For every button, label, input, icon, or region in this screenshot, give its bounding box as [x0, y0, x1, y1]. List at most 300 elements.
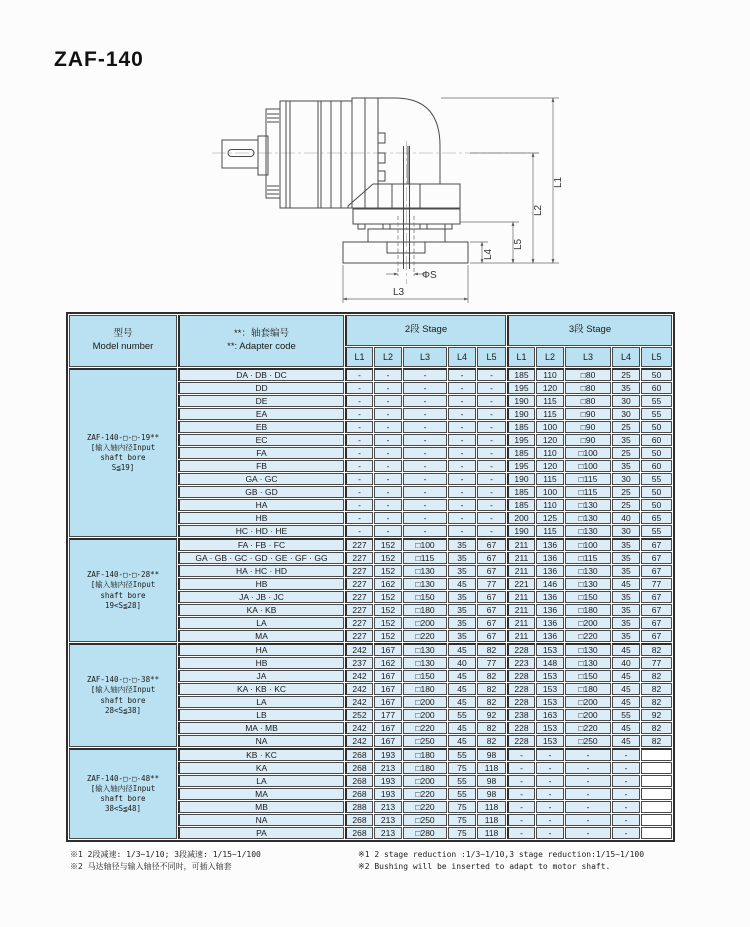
dimension-value-cell: - — [507, 762, 535, 774]
dimension-value-cell: - — [565, 788, 611, 800]
dimension-value-cell: - — [345, 460, 373, 472]
dimension-value-cell: 35 — [448, 565, 476, 577]
stage2-dim-header-l3: L3 — [403, 347, 447, 367]
dimension-value-cell: 45 — [612, 722, 640, 734]
adapter-code-cell: KA · KB — [178, 604, 344, 616]
dimension-value-cell: □100 — [565, 538, 611, 551]
dimension-value-cell: 211 — [507, 630, 535, 642]
adapter-code-cell: JA — [178, 670, 344, 682]
dimension-value-cell: 45 — [448, 643, 476, 656]
dimension-value-cell: 35 — [448, 552, 476, 564]
dimension-value-cell: □80 — [565, 395, 611, 407]
dimension-value-cell: 242 — [345, 735, 373, 747]
dimension-value-cell: □200 — [403, 775, 447, 787]
dimension-value-cell — [641, 762, 672, 774]
dimension-value-cell: - — [477, 525, 506, 537]
dimension-value-cell: 35 — [448, 538, 476, 551]
dimension-value-cell: □200 — [565, 617, 611, 629]
dimension-label-l2: L2 — [533, 204, 544, 216]
dimension-value-cell: 98 — [477, 775, 506, 787]
dimension-value-cell: 77 — [641, 657, 672, 669]
dimension-value-cell: □220 — [403, 788, 447, 800]
dimension-value-cell: 67 — [641, 565, 672, 577]
dimension-value-cell: □200 — [403, 617, 447, 629]
dimension-value-cell: 35 — [612, 604, 640, 616]
dimension-value-cell: □130 — [565, 525, 611, 537]
dimension-value-cell: 55 — [448, 775, 476, 787]
dimension-value-cell: 35 — [448, 630, 476, 642]
stage3-dim-header-l4: L4 — [612, 347, 640, 367]
adapter-code-cell: KB · KC — [178, 748, 344, 761]
dimension-value-cell: 242 — [345, 683, 373, 695]
dimension-value-cell: 118 — [477, 762, 506, 774]
dimension-value-cell: - — [403, 486, 447, 498]
adapter-code-cell: MA — [178, 788, 344, 800]
dimension-value-cell: 67 — [641, 538, 672, 551]
dimension-value-cell: 152 — [374, 617, 402, 629]
dimension-value-cell: 77 — [641, 578, 672, 590]
dimension-value-cell: 213 — [374, 762, 402, 774]
dimension-value-cell: - — [345, 525, 373, 537]
model-header-en: Model number — [92, 341, 154, 352]
dimension-value-cell: 25 — [612, 447, 640, 459]
adapter-code-cell: HA — [178, 499, 344, 511]
dimension-value-cell: 115 — [536, 408, 564, 420]
dimension-value-cell: □250 — [403, 814, 447, 826]
dimension-value-cell: 167 — [374, 643, 402, 656]
dimension-value-cell: 190 — [507, 525, 535, 537]
model-number-cell: ZAF-140-□-□-38** [输入轴内径Input shaft bore 28<S≦38] — [69, 643, 177, 747]
stage2-dim-header-l4: L4 — [448, 347, 476, 367]
dimension-value-cell: 136 — [536, 565, 564, 577]
adapter-code-cell: HB — [178, 578, 344, 590]
dimension-value-cell: 67 — [641, 617, 672, 629]
hidden-bore-lines — [398, 216, 414, 276]
stage3-dim-header-l5: L5 — [641, 347, 672, 367]
dimension-value-cell: 252 — [345, 709, 373, 721]
dimension-value-cell: 195 — [507, 382, 535, 394]
dimension-value-cell: 227 — [345, 565, 373, 577]
dimension-value-cell: 152 — [374, 630, 402, 642]
dimension-value-cell: - — [374, 525, 402, 537]
dimension-value-cell: 177 — [374, 709, 402, 721]
dimension-value-cell: 67 — [477, 552, 506, 564]
dimension-value-cell: - — [374, 395, 402, 407]
dimension-value-cell: 45 — [612, 735, 640, 747]
dimension-value-cell: - — [345, 421, 373, 433]
adapter-code-cell: FB — [178, 460, 344, 472]
dimension-value-cell: 228 — [507, 735, 535, 747]
dimension-value-cell: □150 — [565, 670, 611, 682]
dimension-value-cell: 228 — [507, 683, 535, 695]
footnote-zh-1: ※1 2段减速: 1/3~1/10; 3段减速: 1/15~1/100 — [70, 850, 261, 859]
dimension-value-cell: - — [345, 512, 373, 524]
footnote-en-1: ※1 2 stage reduction :1/3~1/10,3 stage reduction:1/15~1/100 — [358, 850, 645, 859]
dimension-value-cell: □130 — [403, 565, 447, 577]
dimension-value-cell: 185 — [507, 368, 535, 381]
dimension-value-cell: - — [612, 762, 640, 774]
dimension-value-cell: 120 — [536, 382, 564, 394]
dimension-value-cell: 30 — [612, 408, 640, 420]
dimension-value-cell: 45 — [448, 696, 476, 708]
adapter-code-cell: LA — [178, 696, 344, 708]
dimension-value-cell: 152 — [374, 591, 402, 603]
dimension-value-cell: 211 — [507, 591, 535, 603]
dimension-value-cell: 152 — [374, 604, 402, 616]
dimension-value-cell: 211 — [507, 604, 535, 616]
dimension-value-cell: 55 — [448, 709, 476, 721]
dimension-value-cell: □220 — [403, 722, 447, 734]
dimension-value-cell: 153 — [536, 643, 564, 656]
dimension-label-l5: L5 — [513, 238, 524, 250]
dimension-value-cell: 190 — [507, 395, 535, 407]
dimension-value-cell: 35 — [612, 434, 640, 446]
stage3-dim-header-l3: L3 — [565, 347, 611, 367]
dimension-value-cell: - — [565, 814, 611, 826]
dimension-value-cell: - — [448, 368, 476, 381]
dimension-value-cell: 45 — [612, 683, 640, 695]
dimension-value-cell: 118 — [477, 801, 506, 813]
dimension-value-cell: 45 — [612, 696, 640, 708]
dimension-value-cell: - — [345, 447, 373, 459]
dimension-value-cell: 162 — [374, 578, 402, 590]
dimension-value-cell: 153 — [536, 735, 564, 747]
dimension-value-cell: 82 — [641, 643, 672, 656]
dimension-value-cell: 98 — [477, 748, 506, 761]
dimension-value-cell: 45 — [448, 683, 476, 695]
dimension-value-cell: □180 — [403, 604, 447, 616]
dimension-value-cell: 55 — [448, 788, 476, 800]
dimension-value-cell: - — [507, 814, 535, 826]
dimension-value-cell: - — [565, 827, 611, 839]
dimension-value-cell: 100 — [536, 486, 564, 498]
dimension-value-cell: 185 — [507, 499, 535, 511]
dimension-value-cell: 153 — [536, 696, 564, 708]
dimension-value-cell: - — [612, 788, 640, 800]
dimension-value-cell: - — [345, 408, 373, 420]
dimension-value-cell: - — [403, 421, 447, 433]
dimension-value-cell: 211 — [507, 565, 535, 577]
dimension-value-cell: □250 — [403, 735, 447, 747]
adapter-code-cell: KA — [178, 762, 344, 774]
dimension-value-cell: - — [448, 408, 476, 420]
adapter-code-cell: NA — [178, 814, 344, 826]
dimension-value-cell: - — [477, 368, 506, 381]
dimension-value-cell: 152 — [374, 538, 402, 551]
dimension-value-cell: 82 — [477, 696, 506, 708]
dimension-value-cell: - — [403, 525, 447, 537]
dimension-value-cell: 193 — [374, 748, 402, 761]
dimension-value-cell: 213 — [374, 814, 402, 826]
dimension-value-cell: 35 — [448, 591, 476, 603]
dimension-value-cell: 67 — [477, 630, 506, 642]
dimension-value-cell: - — [403, 499, 447, 511]
dimension-value-cell: - — [403, 473, 447, 485]
stage3-dim-header-l1: L1 — [507, 347, 535, 367]
stage3-header: 3段 Stage — [507, 315, 672, 346]
adapter-code-cell: DA · DB · DC — [178, 368, 344, 381]
dimension-value-cell: - — [345, 499, 373, 511]
gearbox-drawing-svg — [183, 86, 573, 316]
model-number-header — [69, 315, 177, 367]
dimension-value-cell: - — [374, 486, 402, 498]
dimension-value-cell: 125 — [536, 512, 564, 524]
dimension-value-cell: 268 — [345, 827, 373, 839]
dimension-value-cell: 163 — [536, 709, 564, 721]
dimension-value-cell: - — [403, 368, 447, 381]
dimension-value-cell — [641, 748, 672, 761]
dimension-value-cell: 190 — [507, 408, 535, 420]
dimension-value-cell: 67 — [641, 604, 672, 616]
dimension-value-cell: - — [374, 368, 402, 381]
dimension-value-cell: □115 — [565, 473, 611, 485]
adapter-code-cell: HC · HD · HE — [178, 525, 344, 537]
dimension-value-cell: - — [507, 788, 535, 800]
dimension-value-cell: 211 — [507, 552, 535, 564]
dimension-value-cell: 30 — [612, 395, 640, 407]
dimension-value-cell: - — [477, 421, 506, 433]
dimension-value-cell: 268 — [345, 748, 373, 761]
adapter-code-cell: MA — [178, 630, 344, 642]
dimension-value-cell: 75 — [448, 801, 476, 813]
dimension-value-cell: - — [374, 499, 402, 511]
dimension-value-cell: - — [536, 788, 564, 800]
dimension-value-cell: □130 — [403, 643, 447, 656]
dimension-value-cell: 82 — [641, 696, 672, 708]
dimension-value-cell: - — [565, 762, 611, 774]
dimension-value-cell: - — [536, 827, 564, 839]
dimension-value-cell: - — [448, 473, 476, 485]
dimension-value-cell: - — [507, 775, 535, 787]
dimension-value-cell: □180 — [565, 604, 611, 616]
dimension-value-cell: 35 — [612, 617, 640, 629]
dimension-value-cell: - — [507, 748, 535, 761]
dimension-value-cell: 50 — [641, 486, 672, 498]
dimension-value-cell: 50 — [641, 447, 672, 459]
dimension-value-cell: □130 — [403, 657, 447, 669]
adapter-code-cell: EC — [178, 434, 344, 446]
dimension-value-cell: 167 — [374, 683, 402, 695]
dimension-value-cell — [641, 788, 672, 800]
dimension-value-cell: □150 — [403, 591, 447, 603]
dimension-value-cell: □220 — [565, 722, 611, 734]
dimension-value-cell: 146 — [536, 578, 564, 590]
dimension-value-cell: □200 — [565, 709, 611, 721]
adapter-code-cell: NA — [178, 735, 344, 747]
dimension-value-cell: 136 — [536, 591, 564, 603]
dimension-value-cell: - — [448, 434, 476, 446]
dimension-value-cell: 211 — [507, 538, 535, 551]
dimension-value-cell: - — [477, 460, 506, 472]
dimension-value-cell: 120 — [536, 460, 564, 472]
stage2-dim-header-l5: L5 — [477, 347, 506, 367]
dimension-value-cell: 136 — [536, 617, 564, 629]
dimension-value-cell: □180 — [565, 683, 611, 695]
adapter-code-cell: HA · HC · HD — [178, 565, 344, 577]
model-number-cell: ZAF-140-□-□-19** [输入轴内径Input shaft bore S≦19] — [69, 368, 177, 537]
dimension-label-l4: L4 — [483, 248, 494, 260]
dimension-value-cell: - — [448, 382, 476, 394]
dimension-value-cell: - — [345, 473, 373, 485]
dimension-value-cell: 228 — [507, 670, 535, 682]
adapter-code-cell: HB — [178, 512, 344, 524]
table-row — [69, 368, 672, 381]
dimension-value-cell: □100 — [403, 538, 447, 551]
dimension-value-cell: 35 — [612, 382, 640, 394]
dimension-value-cell: - — [374, 408, 402, 420]
dimension-value-cell: 30 — [612, 473, 640, 485]
dimension-value-cell: 268 — [345, 788, 373, 800]
dimension-value-cell: □220 — [403, 801, 447, 813]
dimension-value-cell: □130 — [565, 643, 611, 656]
dimension-value-cell: 167 — [374, 670, 402, 682]
dimension-value-cell: - — [448, 421, 476, 433]
dimension-value-cell: - — [536, 801, 564, 813]
dimension-value-cell: - — [374, 447, 402, 459]
dimension-value-cell: - — [448, 460, 476, 472]
dimension-value-cell: 152 — [374, 552, 402, 564]
dimension-value-cell: 227 — [345, 630, 373, 642]
dimension-value-cell: 153 — [536, 670, 564, 682]
dimension-value-cell: 136 — [536, 552, 564, 564]
dimension-value-cell: □150 — [403, 670, 447, 682]
dimension-value-cell: 45 — [612, 670, 640, 682]
dimension-value-cell: □130 — [565, 565, 611, 577]
dimension-value-cell: 75 — [448, 762, 476, 774]
dimension-value-cell: □115 — [565, 486, 611, 498]
dimension-value-cell: 211 — [507, 617, 535, 629]
dimension-value-cell: 98 — [477, 788, 506, 800]
dimension-value-cell: 50 — [641, 499, 672, 511]
dimension-value-cell: 25 — [612, 421, 640, 433]
dimension-value-cell: - — [448, 486, 476, 498]
dimension-label-l3: L3 — [393, 287, 405, 298]
footnotes-english — [358, 849, 644, 874]
adapter-code-cell: HA — [178, 643, 344, 656]
dimension-value-cell: - — [448, 447, 476, 459]
dimension-lines — [343, 98, 559, 303]
dimension-value-cell — [641, 827, 672, 839]
dimension-value-cell: 45 — [448, 670, 476, 682]
dimension-value-cell: 35 — [612, 460, 640, 472]
dimension-value-cell: 228 — [507, 722, 535, 734]
dimension-value-cell: 115 — [536, 395, 564, 407]
dimension-value-cell: □130 — [403, 578, 447, 590]
dimension-value-cell: 227 — [345, 552, 373, 564]
adapter-code-cell: DD — [178, 382, 344, 394]
footnote-en-2: ※2 Bushing will be inserted to adapt to motor shaft. — [358, 862, 611, 872]
dimension-value-cell: 153 — [536, 722, 564, 734]
adapter-code-cell: FA — [178, 447, 344, 459]
model-number-cell: ZAF-140-□-□-28** [输入轴内径Input shaft bore 19<S≦28] — [69, 538, 177, 642]
dimension-value-cell: 185 — [507, 421, 535, 433]
dimension-value-cell: - — [374, 512, 402, 524]
dimension-value-cell: 118 — [477, 827, 506, 839]
dimension-value-cell: □180 — [403, 683, 447, 695]
dimension-value-cell: - — [403, 512, 447, 524]
adapter-code-cell: GA · GB · GC · GD · GE · GF · GG — [178, 552, 344, 564]
dimension-value-cell: 237 — [345, 657, 373, 669]
dimension-value-cell: 40 — [612, 512, 640, 524]
model-header-zh: 型号 — [113, 328, 133, 340]
dimension-value-cell: 60 — [641, 460, 672, 472]
dimension-value-cell: □200 — [403, 696, 447, 708]
adapter-code-cell: EB — [178, 421, 344, 433]
dimension-value-cell: - — [345, 382, 373, 394]
dimension-value-cell: 45 — [448, 578, 476, 590]
dimension-value-cell: 136 — [536, 630, 564, 642]
dimension-value-cell: □90 — [565, 421, 611, 433]
dimension-value-cell: - — [612, 827, 640, 839]
dimension-value-cell: - — [536, 775, 564, 787]
dimension-value-cell: 45 — [448, 722, 476, 734]
adapter-header-zh: **：轴套编号 — [234, 328, 289, 340]
dimension-value-cell: 227 — [345, 604, 373, 616]
dimension-value-cell: 213 — [374, 827, 402, 839]
page-title: ZAF-140 — [54, 48, 144, 71]
dimension-value-cell: 40 — [612, 657, 640, 669]
dimension-value-cell: 82 — [477, 722, 506, 734]
dimension-value-cell: 221 — [507, 578, 535, 590]
dimension-value-cell: - — [536, 762, 564, 774]
dimension-value-cell: 153 — [536, 683, 564, 695]
dimension-value-cell: 30 — [612, 525, 640, 537]
dimension-value-cell — [641, 775, 672, 787]
dimension-value-cell: 242 — [345, 696, 373, 708]
dimension-value-cell: - — [477, 382, 506, 394]
dimension-value-cell: - — [612, 748, 640, 761]
dimension-value-cell: 45 — [448, 735, 476, 747]
dimension-value-cell: - — [403, 460, 447, 472]
dimension-value-cell: - — [448, 525, 476, 537]
dimension-label-l1: L1 — [553, 176, 564, 188]
dimension-value-cell: 227 — [345, 617, 373, 629]
dimension-value-cell: - — [536, 814, 564, 826]
dimension-value-cell: 185 — [507, 486, 535, 498]
dimension-value-cell: □100 — [565, 460, 611, 472]
adapter-code-cell: FA · FB · FC — [178, 538, 344, 551]
dimension-value-cell: 55 — [641, 408, 672, 420]
dimension-value-cell: - — [477, 512, 506, 524]
dimension-value-cell: 82 — [641, 670, 672, 682]
dimension-value-cell: 167 — [374, 696, 402, 708]
dimension-value-cell: 45 — [612, 643, 640, 656]
dimension-value-cell: 82 — [641, 683, 672, 695]
dimension-value-cell: 82 — [641, 735, 672, 747]
dimension-value-cell: 67 — [641, 630, 672, 642]
adapter-code-cell: MB — [178, 801, 344, 813]
dimension-value-cell: - — [374, 421, 402, 433]
dimension-value-cell: 75 — [448, 814, 476, 826]
dimension-value-cell: - — [565, 801, 611, 813]
dimension-value-cell: 35 — [612, 591, 640, 603]
dimension-value-cell: 67 — [477, 591, 506, 603]
dimension-value-cell: 223 — [507, 657, 535, 669]
dimension-value-cell: 195 — [507, 460, 535, 472]
dimension-value-cell: □220 — [403, 630, 447, 642]
dimension-value-cell: 75 — [448, 827, 476, 839]
dimension-value-cell: □80 — [565, 382, 611, 394]
dimension-value-cell: - — [403, 447, 447, 459]
dimension-value-cell: □130 — [565, 657, 611, 669]
dimension-value-cell: - — [374, 434, 402, 446]
dimension-value-cell: □80 — [565, 368, 611, 381]
dimension-value-cell: 35 — [612, 538, 640, 551]
dimension-value-cell: - — [612, 775, 640, 787]
dimension-value-cell: □130 — [565, 512, 611, 524]
dimension-value-cell: 193 — [374, 775, 402, 787]
dimension-value-cell: 268 — [345, 814, 373, 826]
